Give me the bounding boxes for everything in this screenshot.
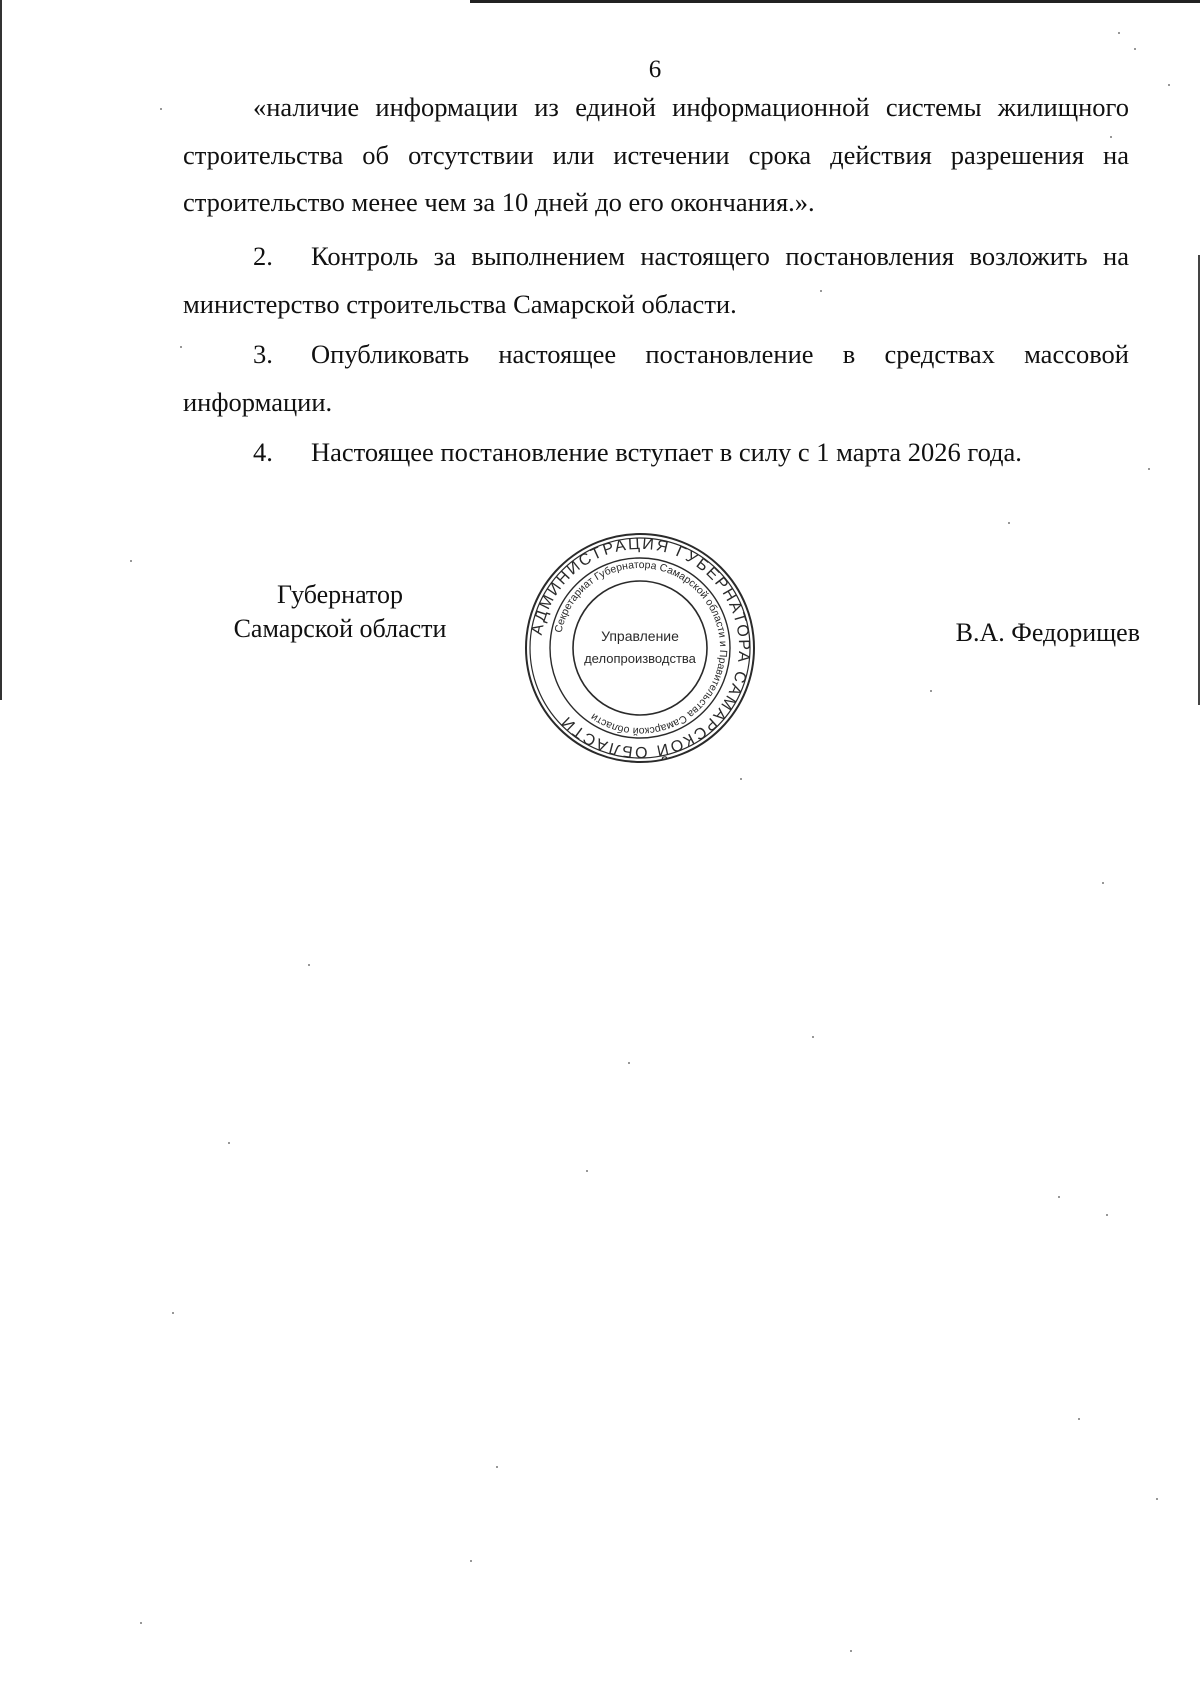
paragraph-text: Опубликовать настоящее постановление в средствах массовой информации. — [183, 339, 1129, 417]
seal-center-line1: Управление — [601, 628, 679, 644]
paragraph-number: 3. — [253, 339, 273, 369]
seal-center-line2: делопроизводства — [584, 651, 696, 666]
signer-title-line2: Самарской области — [233, 614, 447, 643]
signer-title-line1: Губернатор — [277, 580, 403, 609]
paragraph-item-2 — [183, 233, 1129, 328]
signer-name: В.А. Федорищев — [955, 618, 1140, 647]
seal-inner-text: Секретариат Губернатора Самарской области и Правительства Самарской области — [552, 558, 730, 738]
paragraph-text: Контроль за выполнением настоящего постановления возложить на министерство строительства Самарской области. — [183, 241, 1129, 319]
paragraph-number: 2. — [253, 241, 273, 271]
paragraph-quote-continuation — [183, 84, 1129, 227]
page-number: 6 — [648, 56, 662, 83]
paragraph-item-3 — [183, 331, 1129, 426]
scan-edge-left — [0, 0, 2, 700]
paragraph-number: 4. — [253, 437, 273, 467]
paragraph-text: Настоящее постановление вступает в силу с 1 марта 2026 года. — [311, 437, 1022, 467]
signer-title — [200, 578, 480, 646]
official-seal-stamp — [520, 528, 760, 768]
seal-outer-text: АДМИНИСТРАЦИЯ ГУБЕРНАТОРА САМАРСКОЙ ОБЛАСТИ — [528, 535, 753, 761]
paragraph-text: «наличие информации из единой информационной системы жилищного строительства об отсутствии или истечении срока действия разрешения на строительство менее чем за 10 дней до его окончания.». — [183, 92, 1129, 217]
paragraph-item-4 — [183, 429, 1129, 477]
scan-edge-top — [470, 0, 1200, 3]
